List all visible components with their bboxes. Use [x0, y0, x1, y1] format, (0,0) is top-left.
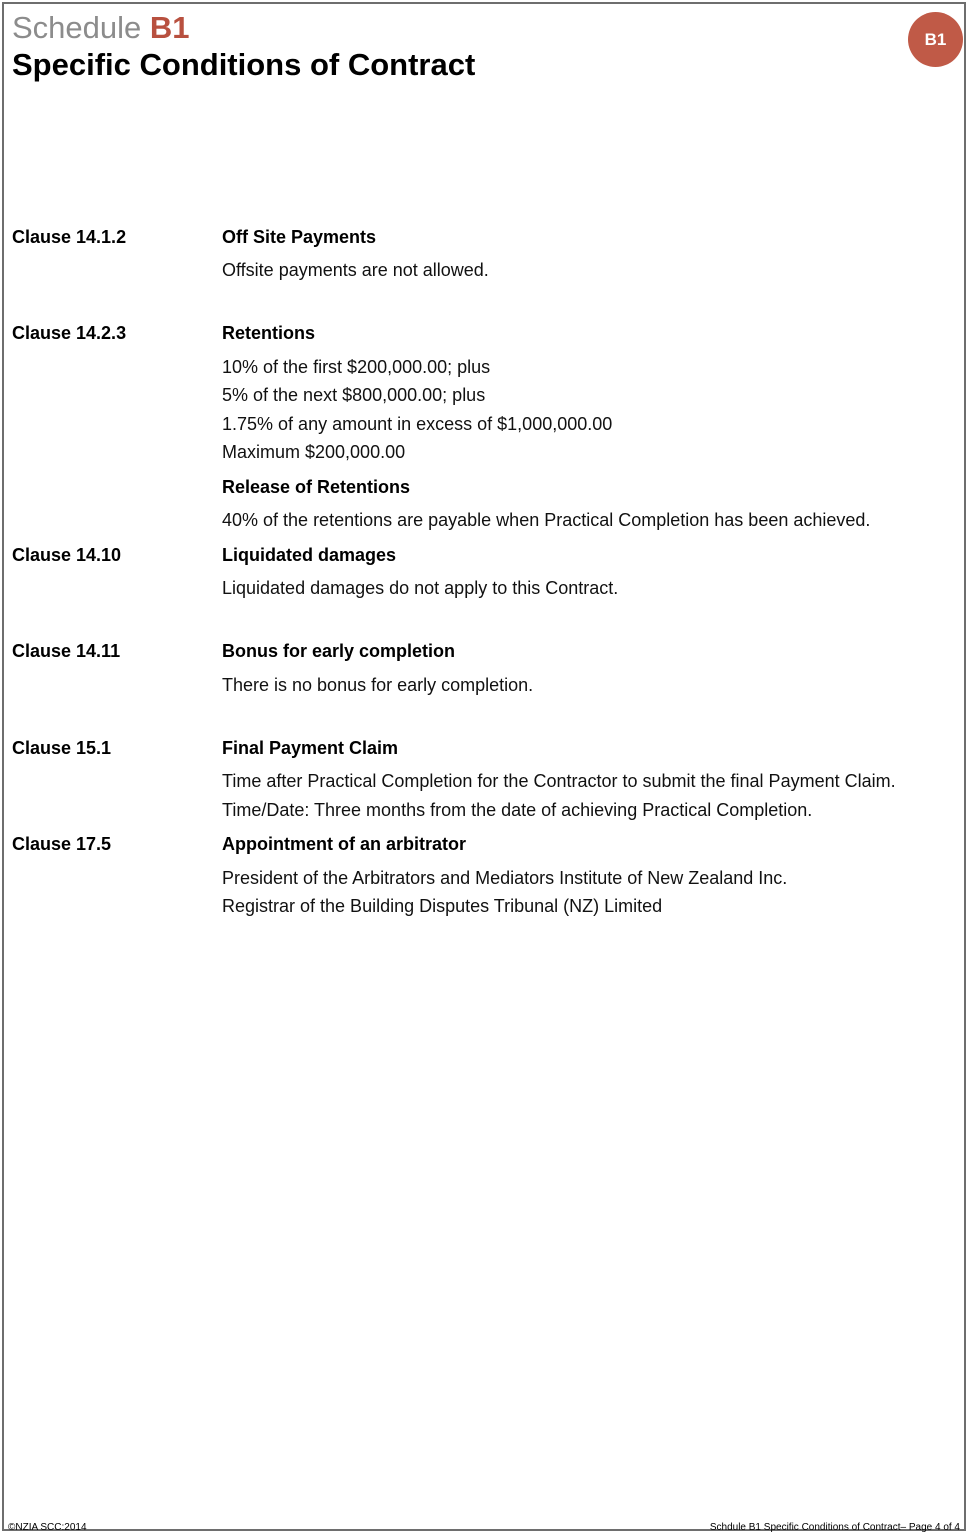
clause-heading: Appointment of an arbitrator	[222, 834, 466, 854]
schedule-code: B1	[149, 10, 190, 45]
footer-page-info: Schdule B1 Specific Conditions of Contract– Page 4 of 4	[709, 1522, 960, 1533]
clause-text: There is no bonus for early completion.	[222, 675, 534, 695]
clause-heading: Final Payment Claim	[222, 738, 399, 758]
clause-text: Maximum $200,000.00	[222, 442, 406, 462]
page-title: Specific Conditions of Contract	[12, 47, 476, 82]
clause-text: Registrar of the Building Disputes Tribunal (NZ) Limited	[222, 896, 663, 916]
footer-copyright: ©NZIA SCC:2014	[8, 1522, 87, 1533]
clause-label: Clause 14.2.3	[12, 323, 127, 343]
clause-text: President of the Arbitrators and Mediators Institute of New Zealand Inc.	[222, 868, 788, 888]
clause-label: Clause 14.1.2	[12, 227, 127, 247]
clause-label: Clause 14.10	[12, 545, 122, 565]
clause-text: Liquidated damages do not apply to this Contract.	[222, 578, 619, 598]
clause-heading: Off Site Payments	[222, 227, 377, 247]
schedule-heading	[12, 10, 190, 46]
clause-text: Offsite payments are not allowed.	[222, 260, 489, 280]
clause-text: 40% of the retentions are payable when Practical Completion has been achieved.	[222, 510, 871, 530]
clause-subheading: Release of Retentions	[222, 477, 411, 497]
schedule-word: Schedule	[12, 10, 142, 45]
clause-label: Clause 14.11	[12, 641, 121, 661]
clause-text: 1.75% of any amount in excess of $1,000,000.00	[222, 414, 613, 434]
clause-text: 5% of the next $800,000.00; plus	[222, 385, 486, 405]
clause-heading: Retentions	[222, 323, 316, 343]
clause-heading: Bonus for early completion	[222, 641, 456, 661]
clause-text: Time/Date: Three months from the date of achieving Practical Completion.	[222, 800, 813, 820]
document-page	[2, 2, 966, 1531]
clause-label: Clause 15.1	[12, 738, 112, 758]
clause-heading: Liquidated damages	[222, 545, 397, 565]
schedule-badge: B1	[908, 12, 963, 67]
clause-text: Time after Practical Completion for the Contractor to submit the final Payment Claim.	[222, 771, 896, 791]
clause-label: Clause 17.5	[12, 834, 112, 854]
clause-text: 10% of the first $200,000.00; plus	[222, 357, 491, 377]
